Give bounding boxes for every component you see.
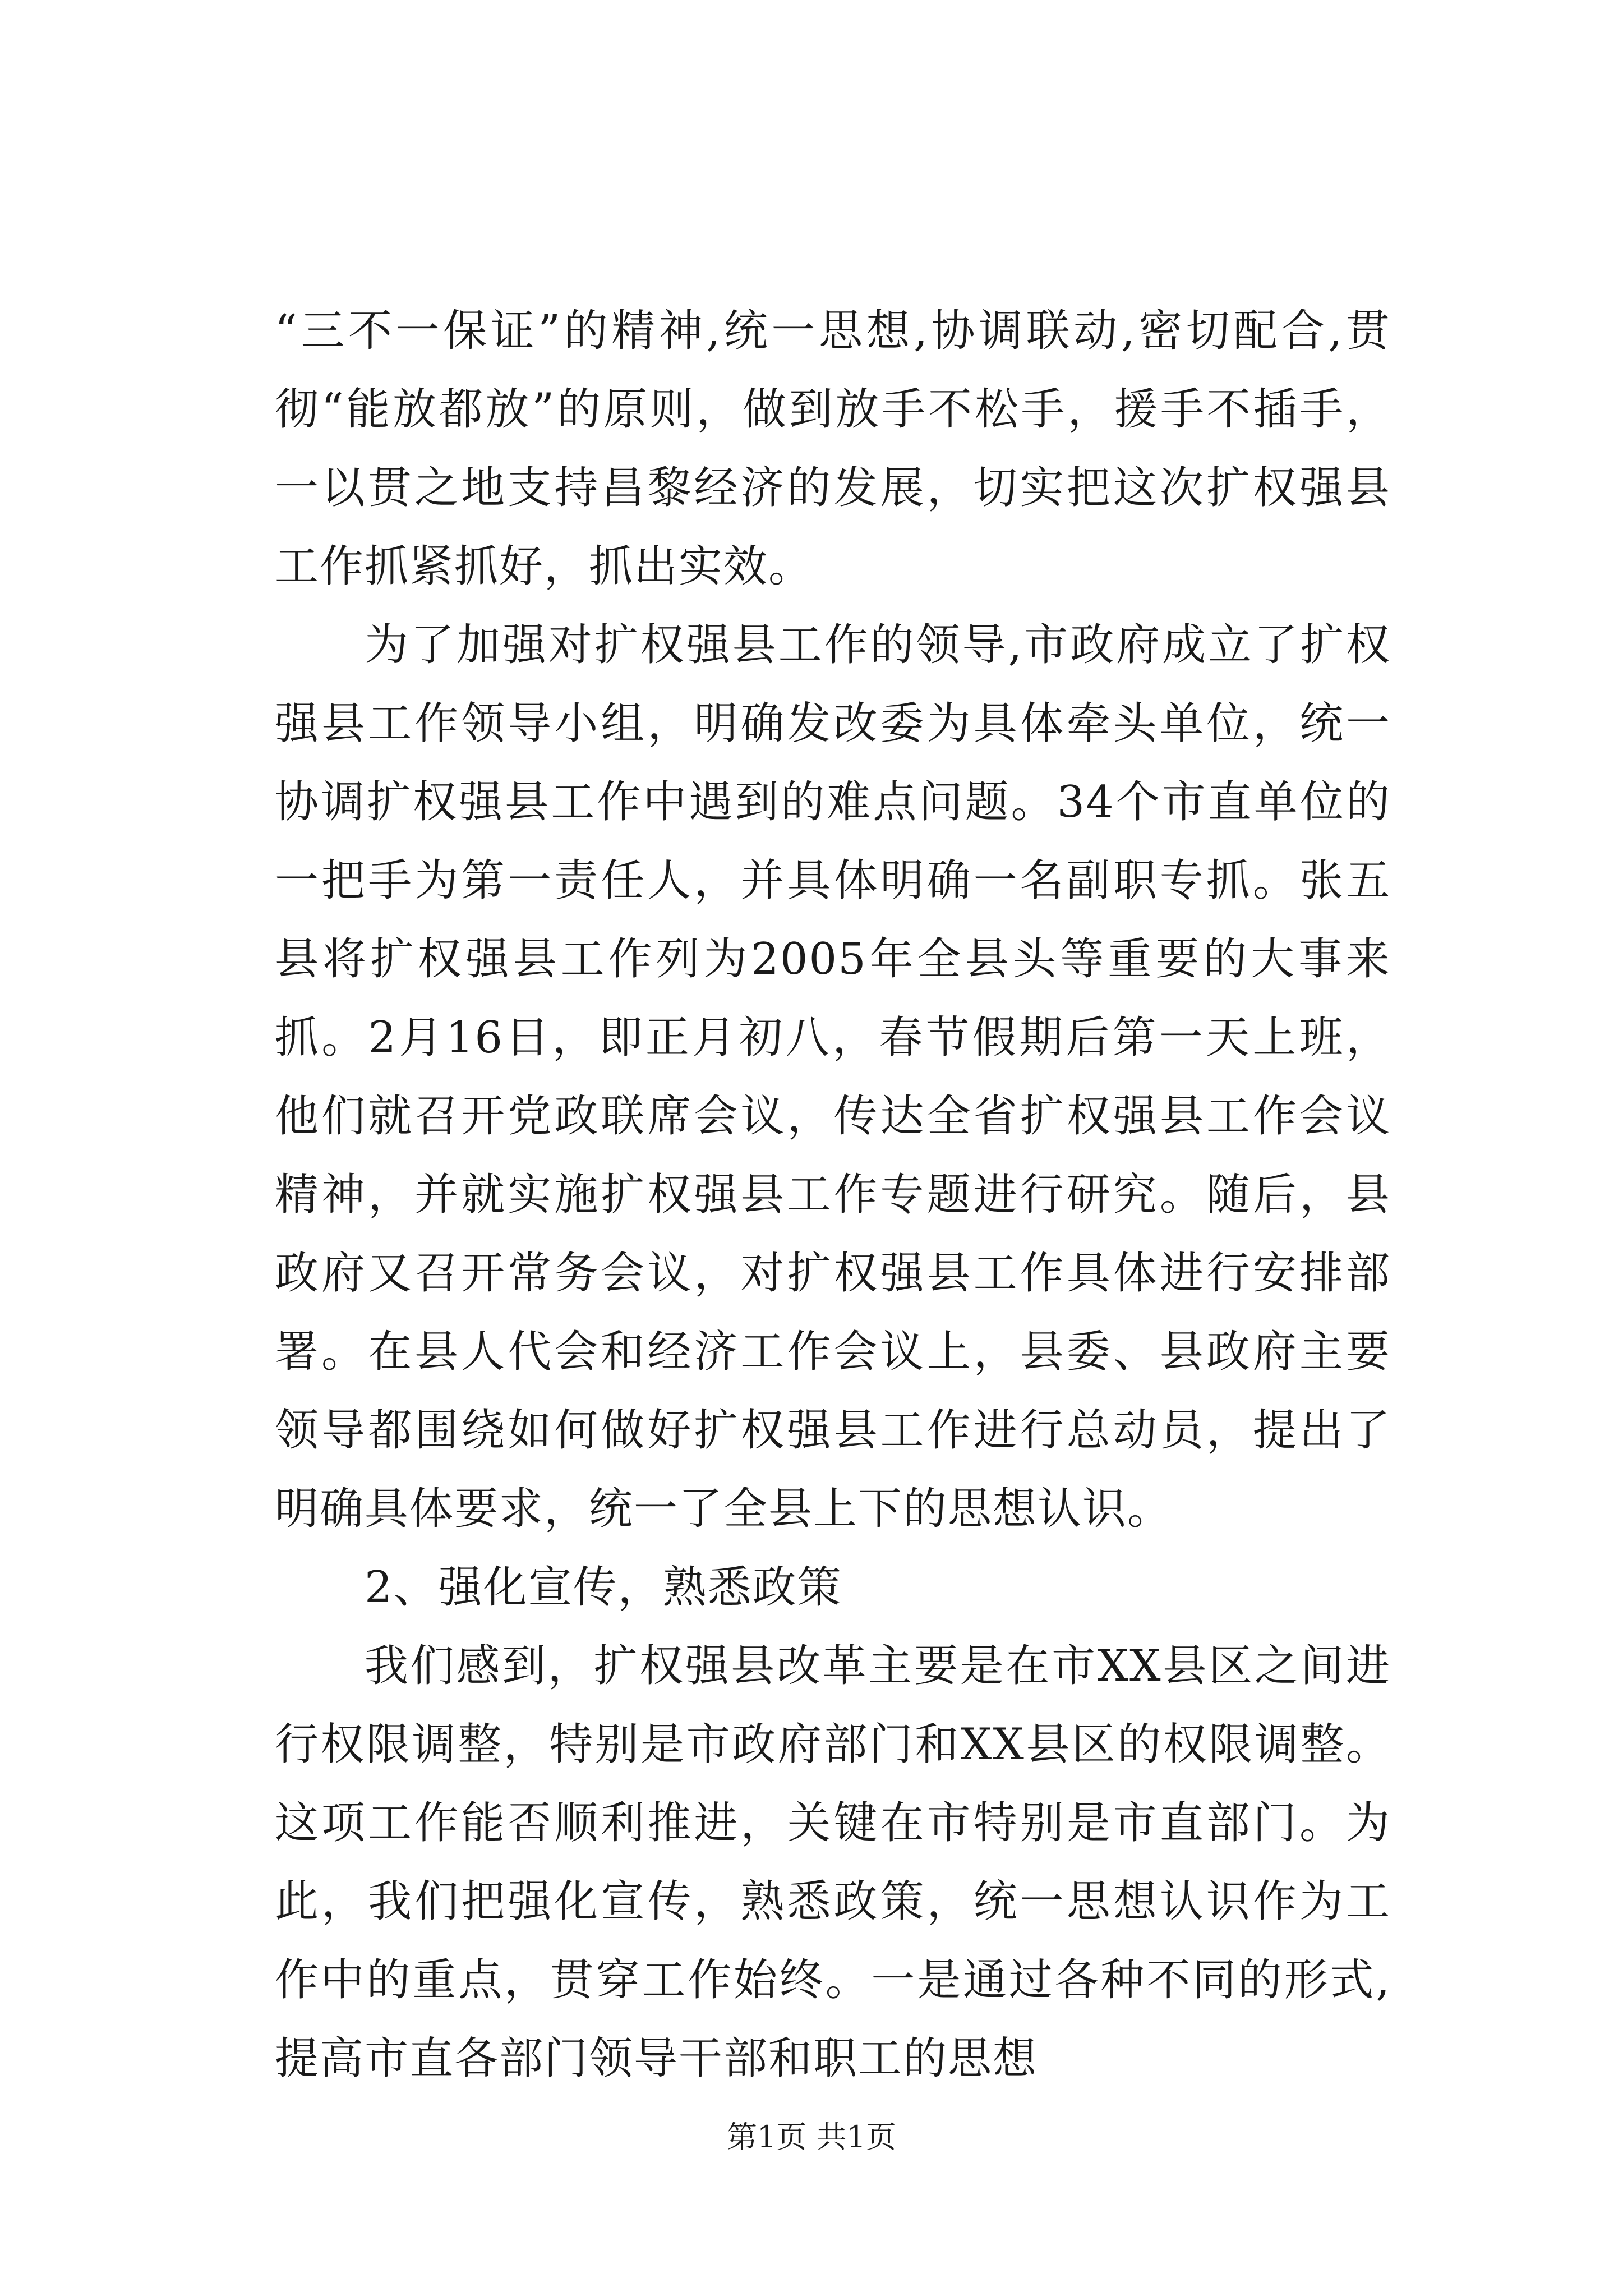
document-body xyxy=(275,292,1391,2098)
paragraph-1: “三不一保证”的精神,统一思想,协调联动,密切配合,贯彻“能放都放”的原则，做到放手不松手，援手不插手，一以贯之地支持昌黎经济的发展，切实把这次扩权强县工作抓紧抓好，抓出实效。 xyxy=(275,306,1391,592)
section-heading: 2、强化宣传，熟悉政策 xyxy=(365,1562,842,1613)
paragraph-3: 我们感到，扩权强县改革主要是在市XX县区之间进行权限调整，特别是市政府部门和XX县区的权限调整。这项工作能否顺利推进，关键在市特别是市直部门。为此，我们把强化宣传，熟悉政策，统一思想认识作为工作中的重点，贯穿工作始终。一是通过各种不同的形式,提高市直各部门领导干部和职工的思想 xyxy=(275,1641,1391,2084)
paragraph-2: 为了加强对扩权强县工作的领导,市政府成立了扩权强县工作领导小组，明确发改委为具体牵头单位，统一协调扩权强县工作中遇到的难点问题。34个市直单位的一把手为第一责任人，并具体明确一名副职专抓。张五县将扩权强县工作列为2005年全县头等重要的大事来抓。2月16日，即正月初八，春节假期后第一天上班，他们就召开党政联席会议，传达全省扩权强县工作会议精神，并就实施扩权强县工作专题进行研究。随后，县政府又召开常务会议，对扩权强县工作具体进行安排部署。在县人代会和经济工作会议上，县委、县政府主要领导都围绕如何做好扩权强县工作进行总动员，提出了明确具体要求，统一了全县上下的思想认识。 xyxy=(275,620,1391,1534)
page-footer: 第1页 共1页 xyxy=(727,2119,896,2155)
